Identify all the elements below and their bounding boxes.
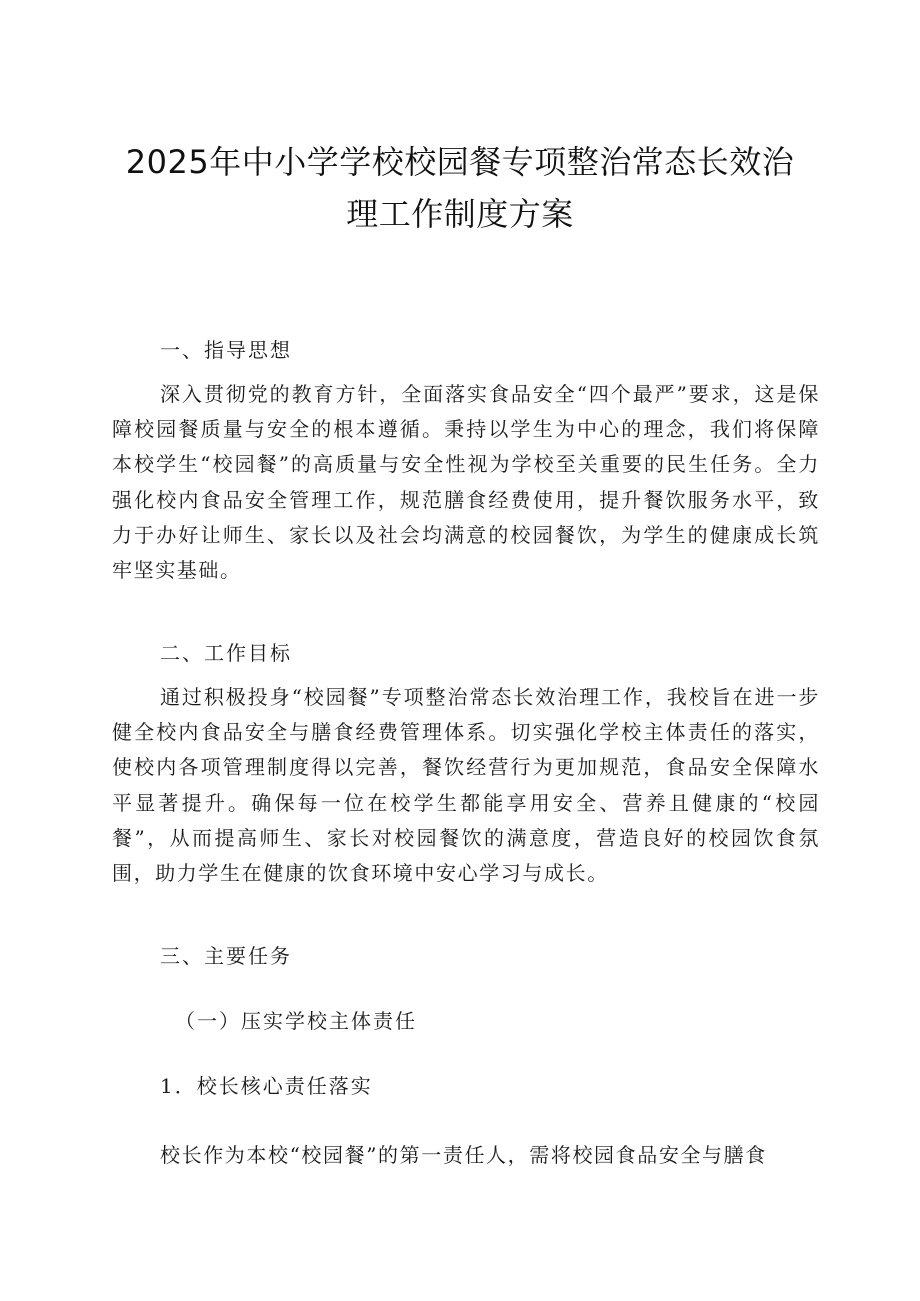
section-paragraph-guiding-ideology: 深入贯彻党的教育方针，全面落实食品安全“四个最严”要求，这是保障校园餐质量与安全的根本遵循。秉持以学生为中心的理念，我们将保障本校学生“校园餐”的高质量与安全性视为学校至关重要的民生任务。全力强化校内食品安全管理工作，规范膳食经费使用，提升餐饮服务水平，致力于办好让师生、家长以及社会均满意的校园餐饮，为学生的健康成长筑牢坚实基础。 (112, 382, 820, 583)
subsection-heading-school-responsibility: （一）压实学校主体责任 (175, 1009, 417, 1033)
section-paragraph-principal-responsibility: 校长作为本校“校园餐”的第一责任人，需将校园食品安全与膳食 (160, 1143, 767, 1167)
title-line-1: 2025年中小学学校校园餐专项整治常态长效治 (125, 143, 795, 181)
document-title (100, 136, 820, 240)
section-heading-guiding-ideology: 一、指导思想 (160, 338, 292, 362)
section-heading-main-tasks: 三、主要任务 (160, 944, 292, 968)
item-heading-principal-responsibility: 1．校长核心责任落实 (160, 1074, 373, 1098)
section-heading-work-goals: 二、工作目标 (160, 641, 292, 665)
title-line-2: 理工作制度方案 (346, 195, 574, 233)
section-paragraph-work-goals: 通过积极投身“校园餐”专项整治常态长效治理工作，我校旨在进一步健全校内食品安全与膳食经费管理体系。切实强化学校主体责任的落实，使校内各项管理制度得以完善，餐饮经营行为更加规范，食品安全保障水平显著提升。确保每一位在校学生都能享用安全、营养且健康的“校园餐”，从而提高师生、家长对校园餐饮的满意度，营造良好的校园饮食氛围，助力学生在健康的饮食环境中安心学习与成长。 (112, 685, 820, 886)
